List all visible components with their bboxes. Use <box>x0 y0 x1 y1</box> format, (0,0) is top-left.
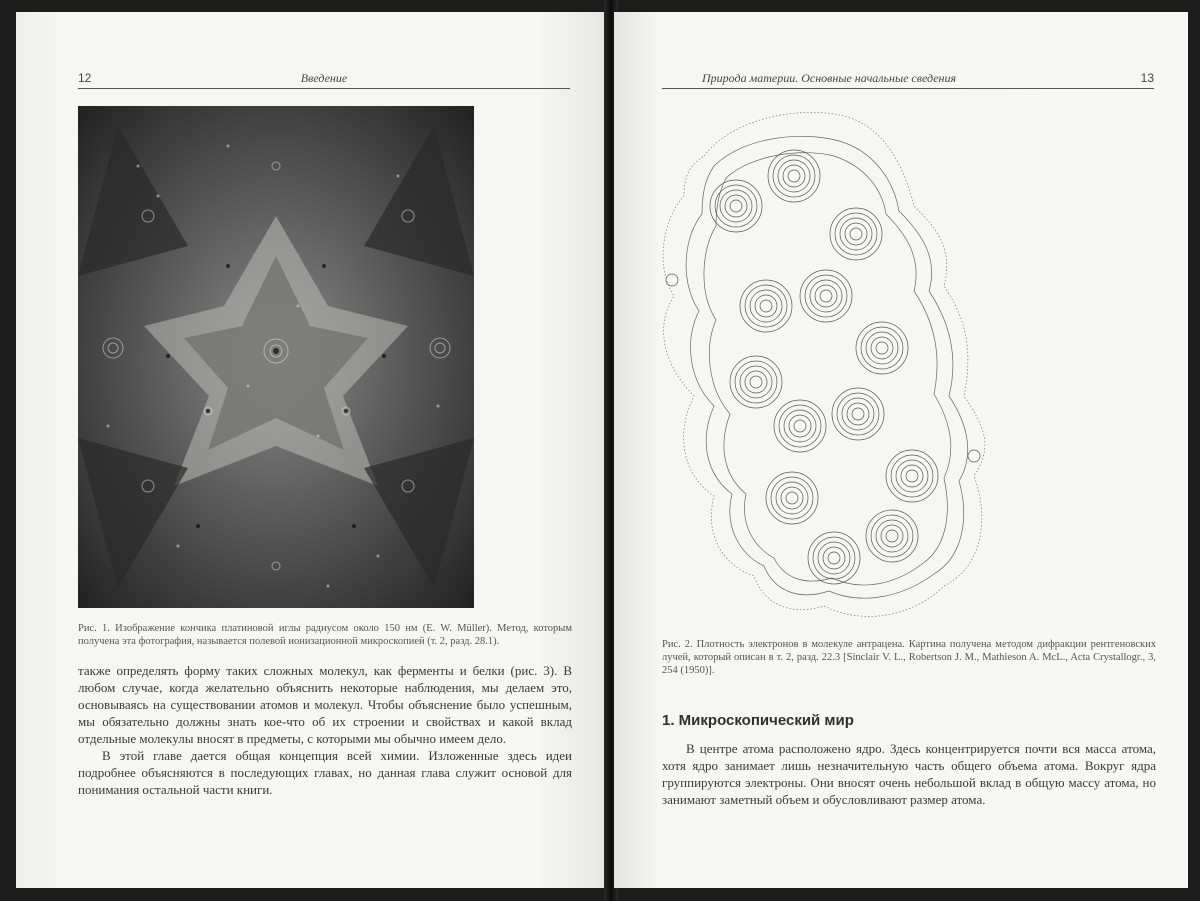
right-body-text <box>662 740 1156 808</box>
paragraph: В центре атома расположено ядро. Здесь концентрируется почти вся масса атома, хотя ядро занимает лишь незначительную часть общего объема атома. Вокруг ядра группируются электроны. Они вносят очень небольшой вклад в общую массу атома, но занимают заметный объем и обусловливают размер атома. <box>662 741 1156 807</box>
running-head-left <box>78 70 570 89</box>
paragraph: В этой главе дается общая концепция всей химии. Изложенные здесь идеи подробнее объясняются в последующих главах, но данная глава служит основой для понимания остальной части книги. <box>78 748 572 797</box>
left-page <box>16 12 608 888</box>
figure-caption-2: Рис. 2. Плотность электронов в молекуле антрацена. Картина получена методом дифракции рентгеновских лучей, который описан в т. 2, разд. 22.3 [Sinclair V. L., Robertson J. M., Mathieson A. McL., Acta Crystallogr., 3, 254 (1950)]. <box>662 639 1156 676</box>
page-number-left: 12 <box>78 71 92 85</box>
electron-density-contour-map <box>644 96 994 636</box>
running-head-right <box>662 70 1154 89</box>
left-body-text <box>78 662 572 798</box>
field-ion-pattern-image <box>78 106 474 608</box>
right-page <box>614 12 1188 888</box>
page-number-right: 13 <box>1140 71 1154 85</box>
running-head-title-left: Введение <box>300 71 348 85</box>
figure-caption-1: Рис. 1. Изображение кончика платиновой иглы радиусом около 150 нм (E. W. Müller). Метод, которым получена эта фотография, называется полевой ионизационной микроскопией (т. 2, разд. 28.1). <box>78 623 572 647</box>
section-title: 1. Микроскопический мир <box>662 712 854 729</box>
paragraph: также определять форму таких сложных молекул, как ферменты и белки (рис. 3). В любом случае, когда желательно объяснить некоторые наблюдения, мы делаем это, основываясь на существовании атомов и молекул. Чтобы объяснение было успешным, мы обязательно должны знать кое-что об их строении и свойствах и какой вклад отдельные молекулы вносят в предметы, с которыми мы обычно имеем дело. <box>78 663 572 746</box>
field-ion-microscope-photo <box>78 106 474 608</box>
running-head-title-right: Природа материи. Основные начальные сведения <box>702 71 957 85</box>
